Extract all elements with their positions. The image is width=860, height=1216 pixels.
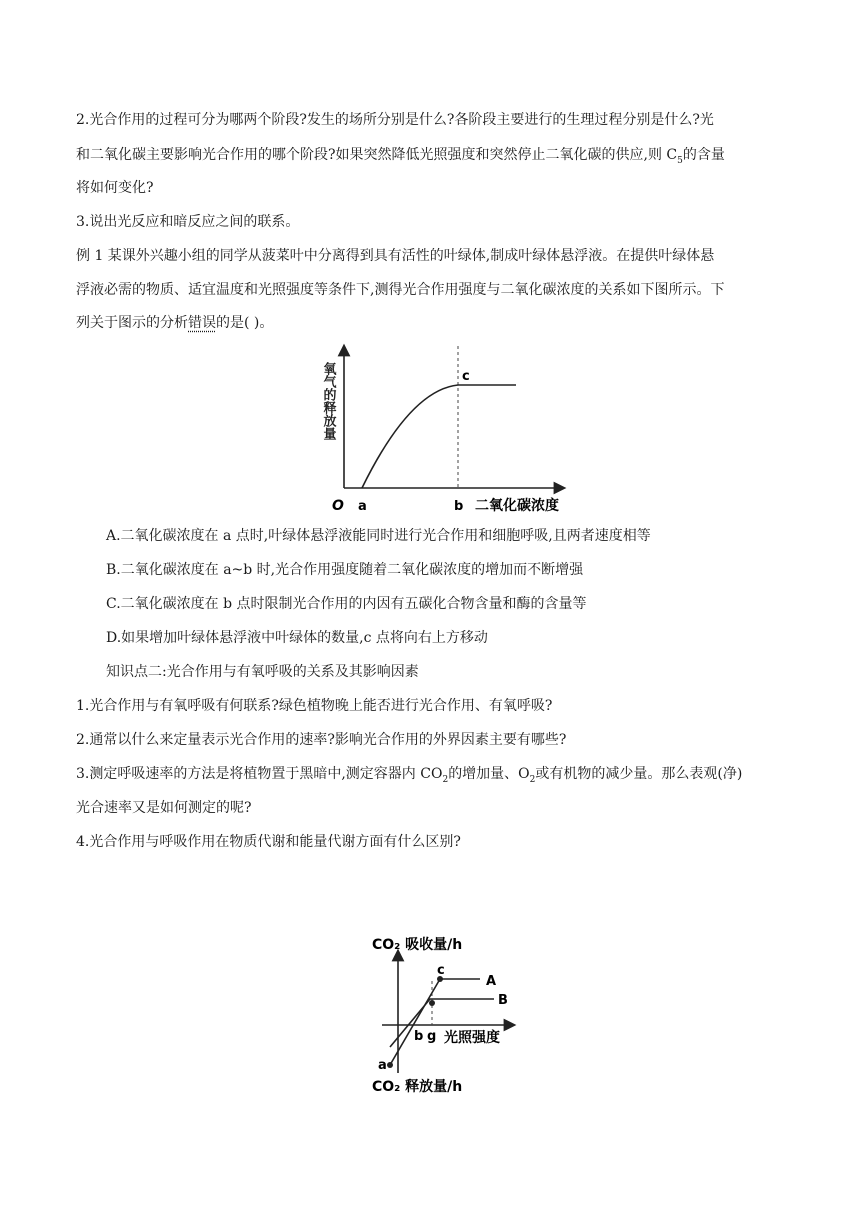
figure-o2-vs-co2: [310, 340, 590, 520]
option-d: D.如果增加叶绿体悬浮液中叶绿体的数量,c 点将向右上方移动: [106, 630, 488, 646]
x-tick-a: a: [358, 499, 367, 514]
curve: [362, 385, 516, 488]
point-a-label: a: [378, 1058, 387, 1073]
option-c: C.二氧化碳浓度在 b 点时限制光合作用的内因有五碳化合物含量和酶的含量等: [106, 596, 587, 612]
origin-label: O: [332, 498, 344, 514]
section2-title: 知识点二:光合作用与有氧呼吸的关系及其影响因素: [106, 664, 419, 680]
emphasis-mark: 错误: [188, 315, 216, 331]
line-a: [390, 979, 480, 1065]
x-axis-label: 光照强度: [444, 1030, 500, 1046]
example1-line1: 例 1 某课外兴趣小组的同学从菠菜叶中分离得到具有活性的叶绿体,制成叶绿体悬浮液。在提供叶绿体悬: [76, 248, 715, 264]
section2-q1: 1.光合作用与有氧呼吸有何联系?绿色植物晚上能否进行光合作用、有氧呼吸?: [76, 698, 553, 714]
figure-co2-vs-light: [360, 925, 560, 1100]
point-a: [387, 1062, 393, 1068]
section2-q3-line2: 光合速率又是如何测定的呢?: [76, 800, 252, 816]
q2-line1: 2.光合作用的过程可分为哪两个阶段?发生的场所分别是什么?各阶段主要进行的生理过程分别是什么?光: [76, 112, 714, 128]
q3-text: 3.说出光反应和暗反应之间的联系。: [76, 214, 300, 230]
option-a: A.二氧化碳浓度在 a 点时,叶绿体悬浮液能同时进行光合作用和细胞呼吸,且两者速度相等: [106, 528, 651, 544]
option-b: B.二氧化碳浓度在 a~b 时,光合作用强度随着二氧化碳浓度的增加而不断增强: [106, 562, 584, 578]
x-tick-b: b: [454, 499, 464, 514]
y-axis-label: 氧气的释放量: [320, 362, 336, 440]
section2-q2: 2.通常以什么来定量表示光合作用的速率?影响光合作用的外界因素主要有哪些?: [76, 732, 567, 748]
section2-q4: 4.光合作用与呼吸作用在物质代谢和能量代谢方面有什么区别?: [76, 834, 461, 850]
q2-line3: 将如何变化?: [76, 180, 154, 196]
y-axis-top-label: CO₂ 吸收量/h: [372, 937, 463, 953]
series-a-label: A: [486, 974, 497, 989]
section2-q3-line1: 3.测定呼吸速率的方法是将植物置于黑暗中,测定容器内 $CO_2$的增加量、$O_2$或有机物的减少量。那么表观(净): [76, 766, 743, 785]
q2-line2: 和二氧化碳主要影响光合作用的哪个阶段?如果突然降低光照强度和突然停止二氧化碳的供应,则 $C_5$的含量: [76, 147, 725, 166]
point-g: [429, 1000, 435, 1006]
point-c-label: c: [462, 369, 470, 384]
series-b-label: B: [498, 993, 508, 1008]
y-axis-bottom-label: CO₂ 释放量/h: [372, 1079, 463, 1095]
example1-line3: 列关于图示的分析错误的是( )。: [76, 315, 274, 331]
point-c-label: c: [437, 963, 445, 978]
example1-line2: 浮液必需的物质、适宜温度和光照强度等条件下,测得光合作用强度与二氧化碳浓度的关系如下图所示。下: [76, 282, 725, 298]
x-axis-label: 二氧化碳浓度: [475, 498, 559, 514]
x-tick-g: g: [427, 1029, 437, 1044]
x-tick-b: b: [414, 1029, 424, 1044]
